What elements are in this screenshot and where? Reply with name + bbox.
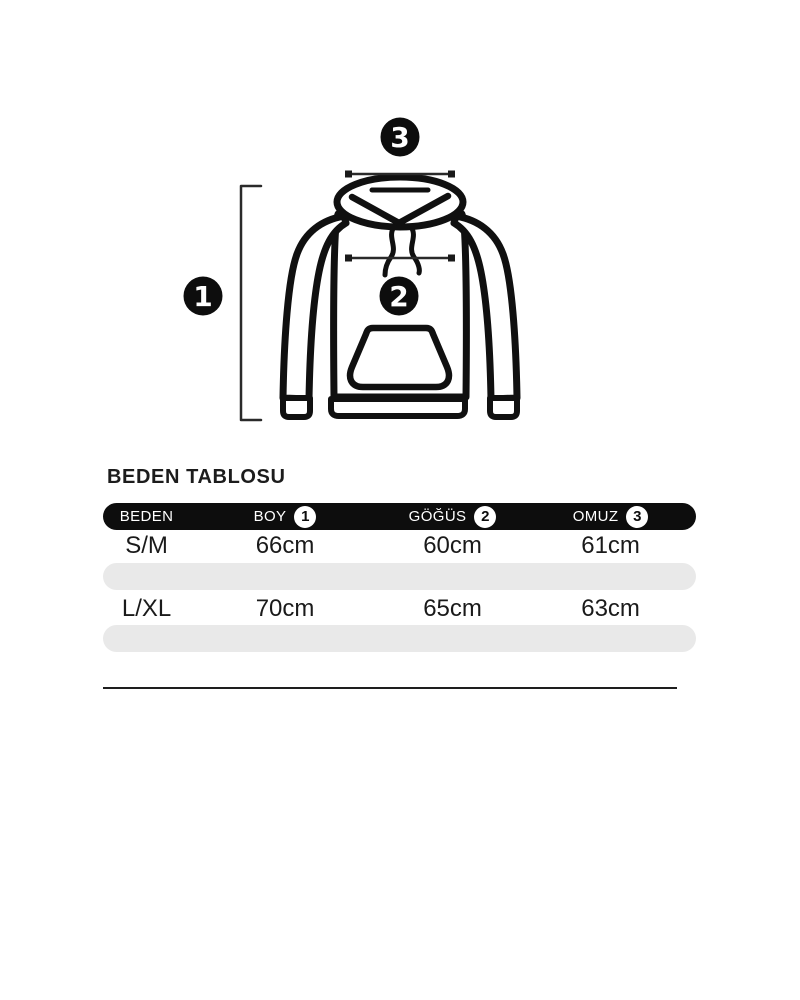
size-chart-title: BEDEN TABLOSU <box>107 466 286 488</box>
cell-omuz-sm: 61cm <box>581 532 640 559</box>
bottom-divider-line <box>103 687 677 689</box>
shoulder-measure-endcap-left <box>345 171 352 178</box>
hoodie-left-cuff <box>283 398 310 417</box>
cell-omuz-lxl: 63cm <box>581 595 640 622</box>
table-row-lxl <box>103 592 696 626</box>
column-header-gogus <box>409 506 497 528</box>
cell-boy-sm: 66cm <box>255 532 315 559</box>
hoodie-right-cuff <box>490 398 517 417</box>
column-header-omuz <box>573 506 649 528</box>
marker-label-3: 3 <box>390 121 410 154</box>
cell-gogus-lxl: 65cm <box>423 595 482 622</box>
column-header-boy <box>254 506 317 528</box>
size-chart-header-row <box>103 503 696 530</box>
chest-measure-endcap-right <box>448 255 455 262</box>
table-row-sm <box>103 529 696 563</box>
chest-measure-endcap-left <box>345 255 352 262</box>
column-header-boy-marker-badge: 1 <box>294 506 316 528</box>
cell-gogus-sm: 60cm <box>423 532 482 559</box>
hoodie-hem-band <box>331 399 465 416</box>
column-header-omuz-label: OMUZ <box>572 508 619 525</box>
marker-label-2: 2 <box>389 280 409 313</box>
row-separator-pill-2 <box>103 625 696 652</box>
row-separator-pill-1 <box>103 563 696 590</box>
shoulder-measure-endcap-right <box>448 171 455 178</box>
length-bracket-line <box>241 186 261 420</box>
column-header-gogus-marker-badge: 2 <box>474 506 496 528</box>
cell-boy-lxl: 70cm <box>255 595 315 622</box>
cell-size-lxl: L/XL <box>121 595 172 622</box>
cell-size-sm: S/M <box>125 532 168 559</box>
column-header-beden-label: BEDEN <box>119 508 174 525</box>
column-header-omuz-marker-badge: 3 <box>626 506 648 528</box>
marker-label-1: 1 <box>193 280 213 313</box>
column-header-boy-label: BOY <box>253 508 287 525</box>
column-header-beden <box>120 508 174 525</box>
column-header-gogus-label: GÖĞÜS <box>408 508 467 525</box>
hoodie-pocket <box>350 328 449 387</box>
hoodie-measurement-diagram <box>150 100 650 450</box>
